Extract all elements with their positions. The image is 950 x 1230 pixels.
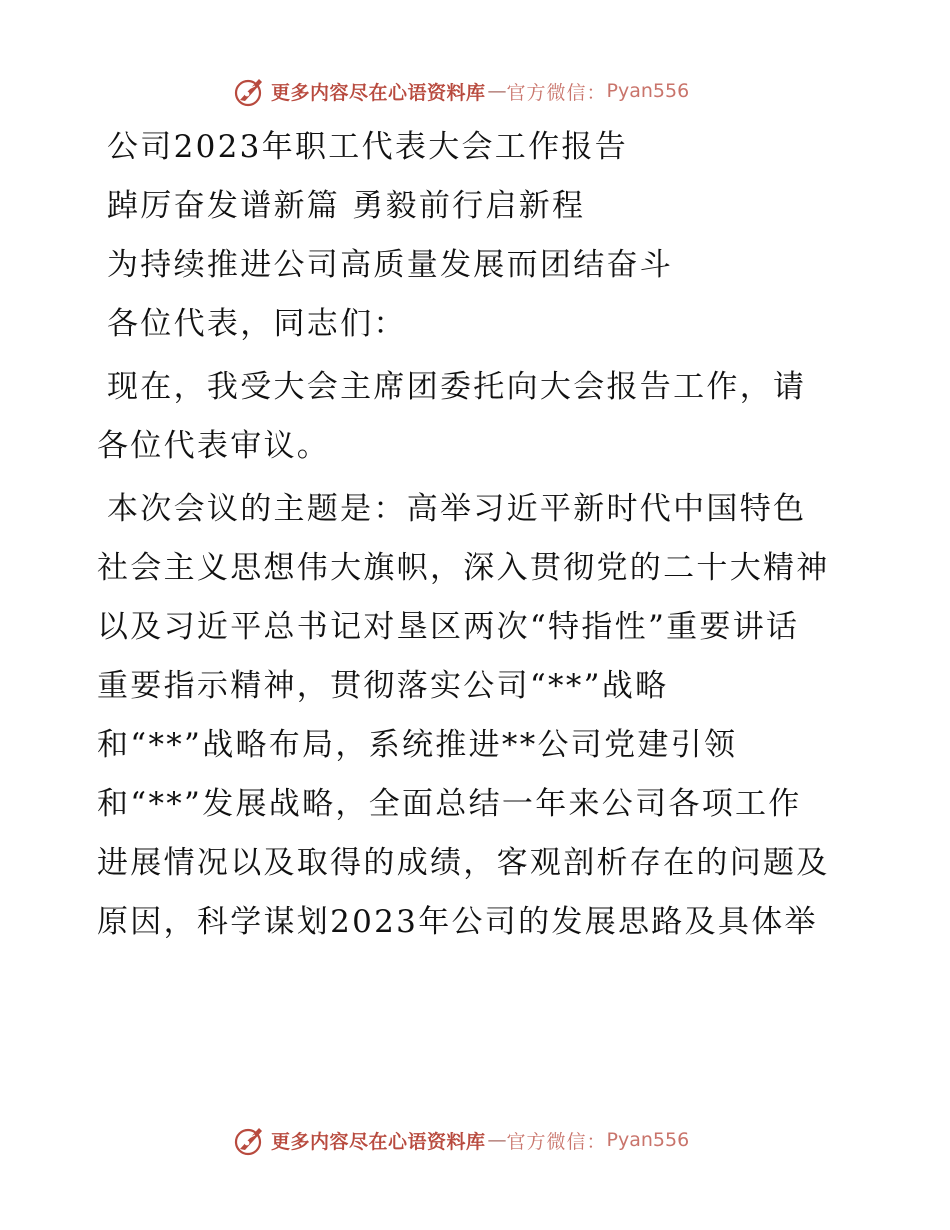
- document-salutation: 各位代表，同志们：: [107, 306, 407, 342]
- watermark-official-label: 官方微信：: [506, 1130, 607, 1153]
- quill-logo-icon: [233, 1123, 267, 1157]
- watermark-dash: —: [487, 1129, 505, 1151]
- document-subtitle-2: 为持续推进公司高质量发展而团结奋斗: [107, 247, 674, 283]
- paragraph-2: [97, 480, 857, 952]
- watermark-main-text: 更多内容尽在心语资料库: [271, 1130, 486, 1153]
- paragraph-line: 进展情况以及取得的成绩，客观剖析存在的问题及: [97, 845, 830, 881]
- document-subtitle-1: 踔厉奋发谱新篇 勇毅前行启新程: [107, 188, 586, 224]
- paragraph-line: 原因，科学谋划2023年公司的发展思路及具体举: [97, 904, 818, 940]
- document-body: [97, 118, 857, 952]
- paragraph-line: 现在，我受大会主席团委托向大会报告工作，请: [107, 369, 807, 405]
- watermark-header: [233, 73, 689, 109]
- watermark-main-text: 更多内容尽在心语资料库: [271, 81, 486, 104]
- watermark-official-label: 官方微信：: [506, 81, 607, 104]
- paragraph-line: 重要指示精神，贯彻落实公司“**”战略: [97, 668, 669, 704]
- paragraph-line: 以及习近平总书记对垦区两次“特指性”重要讲话: [97, 609, 800, 645]
- paragraph-line: 和“**”发展战略，全面总结一年来公司各项工作: [97, 786, 802, 822]
- watermark-footer: [233, 1122, 689, 1158]
- watermark-dash: —: [487, 80, 505, 102]
- paragraph-1: [97, 358, 857, 476]
- paragraph-line: 社会主义思想伟大旗帜，深入贯彻党的二十大精神: [97, 550, 830, 586]
- watermark-wechat-id: Pyan556: [606, 80, 690, 102]
- watermark-wechat-id: Pyan556: [606, 1129, 690, 1151]
- paragraph-line: 和“**”战略布局，系统推进**公司党建引领: [97, 727, 738, 763]
- quill-logo-icon: [233, 74, 267, 108]
- document-title: 公司2023年职工代表大会工作报告: [107, 129, 628, 165]
- paragraph-line: 各位代表审议。: [97, 428, 331, 464]
- paragraph-line: 本次会议的主题是：高举习近平新时代中国特色: [107, 491, 807, 527]
